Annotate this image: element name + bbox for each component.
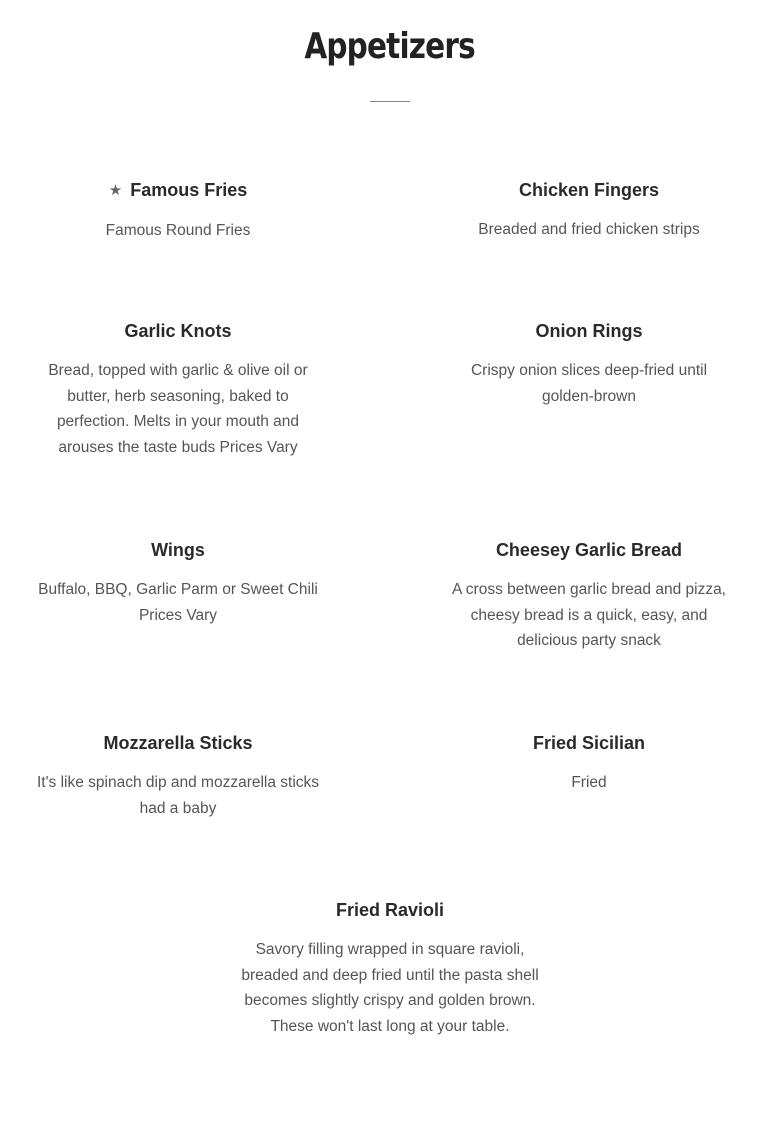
menu-item-famous-fries[interactable] xyxy=(28,179,328,244)
menu-item-garlic-knots[interactable] xyxy=(38,320,318,461)
menu-item-mozzarella-sticks[interactable] xyxy=(28,732,328,821)
item-description: A cross between garlic bread and pizza, cheesy bread is a quick, easy, and delicious party snack xyxy=(452,581,726,650)
item-name: Mozzarella Sticks xyxy=(103,733,253,753)
menu-item-onion-rings[interactable] xyxy=(449,320,729,409)
item-name: Fried Sicilian xyxy=(532,733,646,753)
title-divider xyxy=(370,101,410,102)
item-description: Bread, topped with garlic & olive oil or butter, herb seasoning, baked to perfection. Melts in your mouth and arouses the taste buds Prices Vary xyxy=(48,362,308,457)
item-description: Crispy onion slices deep-fried until golden-brown xyxy=(470,362,708,405)
item-name: Chicken Fingers xyxy=(518,180,660,200)
menu-item-wings[interactable] xyxy=(28,539,328,628)
item-name: Cheesey Garlic Bread xyxy=(495,540,683,560)
item-description: Breaded and fried chicken strips xyxy=(478,221,700,238)
section-title: Appetizers xyxy=(304,26,475,67)
menu-item-fried-sicilian[interactable] xyxy=(439,732,739,796)
item-description: Fried xyxy=(571,774,607,791)
item-name: Wings xyxy=(151,540,205,560)
menu-item-chicken-fingers[interactable] xyxy=(439,179,739,243)
menu-item-fried-ravioli[interactable] xyxy=(240,899,540,1040)
item-description: It's like spinach dip and mozzarella sticks had a baby xyxy=(36,774,320,817)
item-description: Famous Round Fries xyxy=(105,222,251,239)
item-name: Famous Fries xyxy=(130,180,248,200)
menu-item-cheesey-garlic-bread[interactable] xyxy=(439,539,739,654)
item-name: Onion Rings xyxy=(535,321,643,341)
item-description: Savory filling wrapped in square ravioli, breaded and deep fried until the pasta shell becomes slightly crispy and golden brown. These won't last long at your table. xyxy=(241,941,539,1036)
item-name: Fried Ravioli xyxy=(335,900,445,920)
star-icon: ★ xyxy=(108,182,123,199)
item-name: Garlic Knots xyxy=(124,321,232,341)
item-description: Buffalo, BBQ, Garlic Parm or Sweet Chili Prices Vary xyxy=(38,581,318,624)
